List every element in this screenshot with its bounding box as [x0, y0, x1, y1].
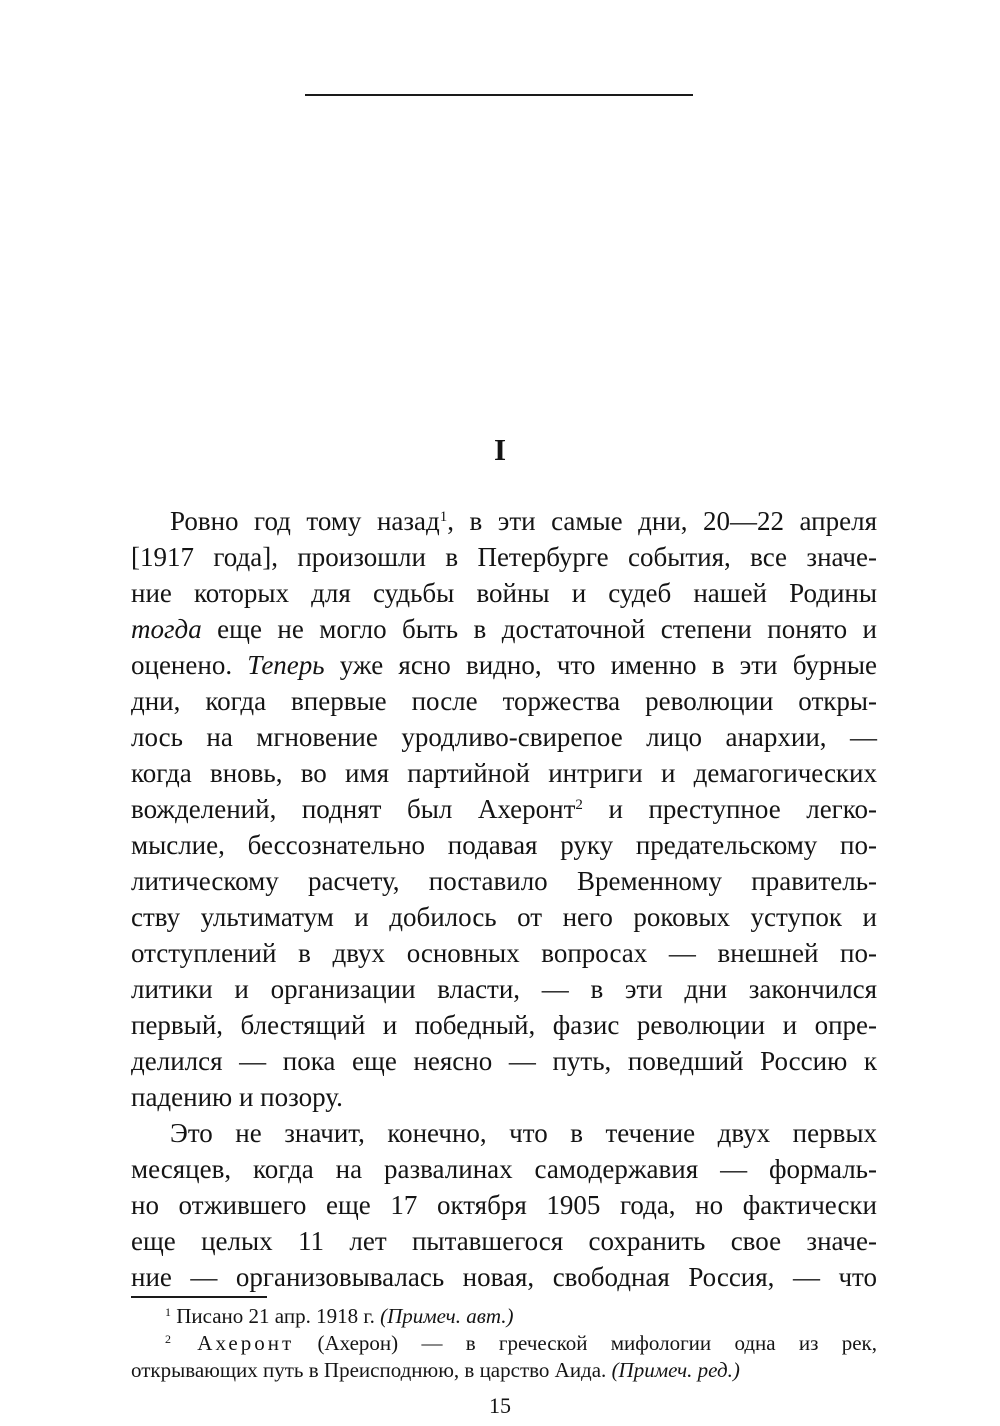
- text-line: Ровно год тому назад$^1$, в эти самые дни, 20—22 апреля: [170, 506, 877, 536]
- text-line: падению и позору.: [131, 1082, 343, 1112]
- footnote-1: $^1$ Писано 21 апр. 1918 г. (Примеч. авт.): [165, 1304, 514, 1328]
- text-line: лось на мгновение уродливо-свирепое лицо анархии, —: [131, 722, 877, 752]
- text-line: когда вновь, во имя партийной интриги и демагогических: [131, 758, 877, 788]
- text-line: делился — пока еще неясно — путь, поведший Россию к: [131, 1046, 877, 1076]
- text-line: литики и организации власти, — в эти дни закончился: [131, 974, 877, 1004]
- footnote-2-continued: открывающих путь в Преисподнюю, в царство Аида. (Примеч. ред.): [131, 1358, 740, 1382]
- chapter-heading: I: [493, 432, 507, 467]
- footnote-ref: 1: [439, 509, 448, 525]
- text-line: [1917 года], произошли в Петербурге события, все значе-: [131, 542, 877, 572]
- text-line: дни, когда впервые после торжества революции откры-: [131, 686, 877, 716]
- text-line: ству ультиматум и добилось от него роковых уступок и: [131, 902, 877, 932]
- footnote-ref: 2: [575, 797, 583, 813]
- footnote-2: $^2$ Ахеронт (Ахерон) — в греческой мифологии одна из рек,: [165, 1331, 877, 1355]
- text-line: оценено. Теперь уже ясно видно, что именно в эти бурные: [131, 650, 877, 680]
- text-line: ние которых для судьбы войны и судеб нашей Родины: [131, 578, 877, 608]
- text-line: вожделений, поднят был Ахеронт$^2$ и преступное легко-: [131, 794, 877, 824]
- text-line: первый, блестящий и победный, фазис революции и опре-: [131, 1010, 877, 1040]
- footnote-rule: [131, 1296, 267, 1298]
- text-line: отступлений в двух основных вопросах — внешней по-: [131, 938, 877, 968]
- text-line: еще целых 11 лет пытавшегося сохранить свое значе-: [131, 1226, 877, 1256]
- top-rule: [305, 94, 693, 96]
- text-line: месяцев, когда на развалинах самодержавия — формаль-: [131, 1154, 877, 1184]
- text-line: но отжившего еще 17 октября 1905 года, но фактически: [131, 1190, 877, 1220]
- text-line: мыслие, бессознательно подавая руку предательскому по-: [131, 830, 877, 860]
- page-number: 15: [489, 1393, 511, 1418]
- text-line: Это не значит, конечно, что в течение двух первых: [170, 1118, 877, 1148]
- text-line: литическому расчету, поставило Временному правитель-: [131, 866, 877, 896]
- text-line: тогда еще не могло быть в достаточной степени понято и: [131, 614, 877, 644]
- text-line: ние — организовывалась новая, свободная Россия, — что: [131, 1262, 877, 1292]
